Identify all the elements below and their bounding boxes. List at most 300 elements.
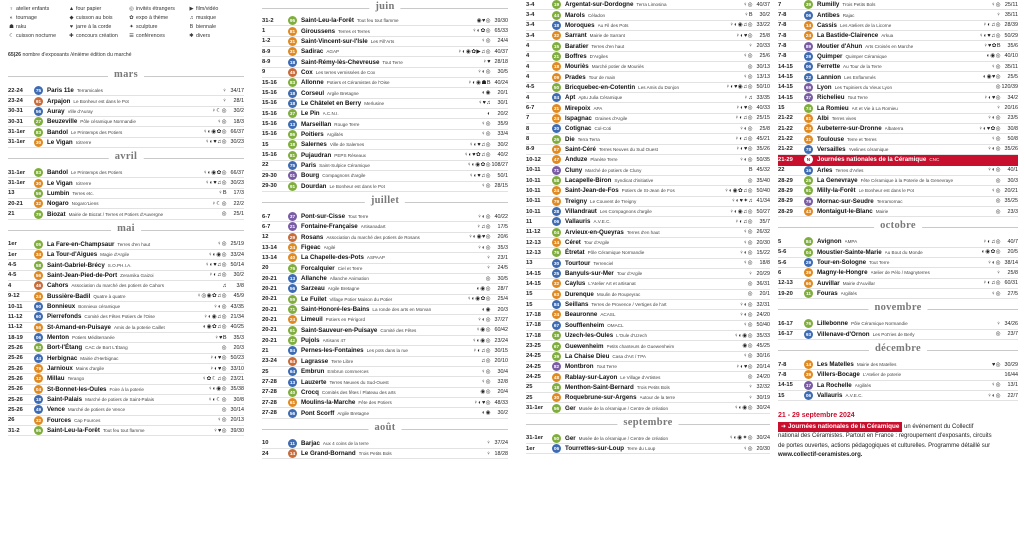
event-row[interactable] <box>262 26 508 36</box>
event-town: Treigny <box>565 197 588 205</box>
event-date: 10-11 <box>526 167 541 174</box>
event-count: 15/22 <box>756 249 770 256</box>
event-row[interactable] <box>262 222 508 232</box>
event-row[interactable] <box>778 52 1018 62</box>
event-town: Fouras <box>817 290 838 298</box>
event-date: 22 <box>262 162 269 169</box>
event-date: 31-1er <box>8 139 26 146</box>
event-row[interactable] <box>262 346 508 356</box>
event-row[interactable] <box>262 182 508 192</box>
event-row[interactable] <box>526 269 770 279</box>
event-count: 30/24 <box>756 405 770 412</box>
event-date: 21-22 <box>778 115 793 122</box>
event-row[interactable] <box>8 333 244 343</box>
event-row[interactable] <box>262 130 508 140</box>
department-badge: 19 <box>553 2 560 8</box>
event-icons: ♀ <box>748 384 753 391</box>
event-row[interactable] <box>526 145 770 155</box>
event-row[interactable] <box>526 10 770 20</box>
event-row[interactable] <box>8 364 244 374</box>
event-row[interactable] <box>526 207 770 217</box>
event-count: 23/5 <box>1007 115 1018 122</box>
event-count: 30/2 <box>233 272 244 279</box>
event-row[interactable] <box>526 41 770 51</box>
event-icons: ♀✿☾♫◎ <box>202 375 227 382</box>
footer-url[interactable]: www.collectif-ceramistes.org. <box>778 452 863 459</box>
event-row[interactable] <box>526 93 770 103</box>
event-row[interactable] <box>778 93 1018 103</box>
event-town: Corseul <box>301 89 325 97</box>
event-icons: ♀◎ <box>481 183 491 190</box>
event-row[interactable] <box>778 103 1018 113</box>
event-row[interactable] <box>262 305 508 315</box>
event-row[interactable] <box>778 207 1018 217</box>
event-row[interactable] <box>778 134 1018 144</box>
event-row[interactable] <box>8 292 244 302</box>
event-row[interactable] <box>526 166 770 176</box>
event-town: Cotignac <box>565 125 592 133</box>
event-row[interactable] <box>526 393 770 403</box>
department-badge: 14 <box>805 362 812 368</box>
event-row[interactable] <box>262 212 508 222</box>
event-date: 15-16 <box>262 110 277 117</box>
event-row[interactable] <box>778 248 1018 258</box>
event-row[interactable] <box>8 240 244 250</box>
event-row[interactable] <box>526 228 770 238</box>
event-row[interactable] <box>526 155 770 165</box>
event-organizer: Tout Terre <box>348 214 369 220</box>
event-row[interactable] <box>8 281 244 291</box>
event-row[interactable] <box>8 127 244 137</box>
event-row[interactable] <box>262 377 508 387</box>
event-row[interactable] <box>778 197 1018 207</box>
event-row[interactable] <box>8 302 244 312</box>
event-row[interactable] <box>778 166 1018 176</box>
department-badge: 75 <box>35 88 42 94</box>
event-icons: ♀◎ <box>991 1 1001 8</box>
event-row[interactable] <box>526 310 770 320</box>
event-row[interactable] <box>526 259 770 269</box>
event-row[interactable] <box>778 145 1018 155</box>
event-date: 4 <box>526 43 530 50</box>
event-row[interactable] <box>526 83 770 93</box>
event-town: Moroques <box>565 21 595 29</box>
event-row[interactable] <box>526 134 770 144</box>
event-town: Saint-Rémy-lès-Chevreuse <box>301 58 380 66</box>
event-row[interactable] <box>8 209 244 219</box>
event-icons: ♀◐♥♫◎ <box>205 180 227 187</box>
event-row[interactable] <box>8 416 244 426</box>
month-header <box>8 66 244 86</box>
event-row[interactable] <box>262 140 508 150</box>
department-badge: 37 <box>805 95 812 101</box>
event-row[interactable] <box>778 21 1018 31</box>
event-row[interactable] <box>778 268 1018 278</box>
event-row[interactable] <box>778 10 1018 20</box>
event-row[interactable] <box>526 114 770 124</box>
event-date: 27-28 <box>262 410 277 417</box>
event-row[interactable] <box>526 372 770 382</box>
event-town: Menthon-Saint-Bernard <box>565 383 634 391</box>
event-row[interactable] <box>8 374 244 384</box>
event-count: 41/34 <box>756 198 770 205</box>
event-row[interactable] <box>262 367 508 377</box>
event-count: 34/2 <box>1007 94 1018 101</box>
event-row[interactable] <box>8 426 244 436</box>
legend-icon: ◎ <box>129 6 134 12</box>
event-organizer: Tout Terre <box>847 95 868 101</box>
department-badge: 40 <box>289 389 296 395</box>
department-badge: 56 <box>35 108 42 114</box>
event-row[interactable] <box>262 47 508 57</box>
event-town: Ger <box>565 434 576 442</box>
event-town: Antibes <box>817 11 840 19</box>
event-row[interactable] <box>262 264 508 274</box>
department-badge: 56 <box>35 324 42 330</box>
event-row[interactable] <box>778 114 1018 124</box>
event-town: Pujaudran <box>301 151 332 159</box>
event-organizer: Trois Petits Bols <box>358 451 392 457</box>
event-date: 28-29 <box>778 198 793 205</box>
event-row[interactable] <box>262 57 508 67</box>
event-row[interactable] <box>526 197 770 207</box>
event-row[interactable] <box>778 62 1018 72</box>
event-count: 33/22 <box>756 22 770 29</box>
event-row[interactable] <box>526 383 770 393</box>
event-town: Albi <box>817 114 829 122</box>
event-icons: ♀◐◉♫◎ <box>203 313 227 320</box>
event-row[interactable] <box>526 103 770 113</box>
event-row[interactable] <box>262 284 508 294</box>
event-row[interactable] <box>778 330 1018 340</box>
event-town: Argentat-sur-Dordogne <box>565 1 634 9</box>
event-icons: ♀◐◉♫◎ <box>729 22 753 29</box>
event-row[interactable] <box>526 238 770 248</box>
event-row[interactable] <box>778 279 1018 289</box>
legend-label: divers <box>196 33 211 39</box>
event-count: 20/4 <box>497 389 508 396</box>
event-row[interactable] <box>8 271 244 281</box>
event-organizer: Mairie d'Herbignac <box>80 355 119 361</box>
event-row[interactable] <box>262 449 508 459</box>
event-date: 7-8 <box>778 43 787 50</box>
event-date: 31-1er <box>526 405 544 412</box>
event-row[interactable] <box>778 258 1018 268</box>
event-row[interactable] <box>262 274 508 284</box>
event-count: 20/3 <box>233 344 244 351</box>
event-town: Bonnieux <box>47 303 76 311</box>
event-row[interactable] <box>262 315 508 325</box>
event-town: Pujols <box>301 337 320 345</box>
event-town: Millau <box>47 375 65 383</box>
event-date: 14-15 <box>778 63 793 70</box>
event-row[interactable] <box>526 52 770 62</box>
event-row[interactable] <box>778 155 1018 165</box>
event-row[interactable] <box>526 444 770 454</box>
event-town: Menton <box>47 334 69 342</box>
event-row[interactable] <box>262 88 508 98</box>
event-date: 14-15 <box>526 270 541 277</box>
event-count: 20/1 <box>497 90 508 97</box>
event-row[interactable] <box>526 279 770 289</box>
department-badge: 91 <box>805 188 812 194</box>
event-row[interactable] <box>8 178 244 188</box>
event-row[interactable] <box>262 326 508 336</box>
event-row[interactable] <box>8 107 244 117</box>
event-count: 20/13 <box>230 417 244 424</box>
event-date: 7-8 <box>778 53 787 60</box>
event-row[interactable] <box>526 331 770 341</box>
event-row[interactable] <box>8 86 244 96</box>
legend-label: jarre à la corde <box>76 24 112 30</box>
event-row[interactable] <box>778 124 1018 134</box>
event-organizer: Terra Terra <box>577 136 600 142</box>
event-row[interactable] <box>526 352 770 362</box>
event-icons: ♀♫◎ <box>476 223 491 230</box>
event-organizer: Tout feu tout flamme <box>102 428 145 434</box>
department-badge: 45 <box>289 69 296 75</box>
footer-date: 21 - 29 septembre 2024 <box>778 412 855 420</box>
event-town: Lumbin <box>47 189 70 197</box>
event-town: Figeac <box>301 244 321 252</box>
event-date: 21 <box>8 211 15 218</box>
event-row[interactable] <box>8 323 244 333</box>
event-row[interactable] <box>262 119 508 129</box>
event-date: 14-15 <box>778 74 793 81</box>
event-row[interactable] <box>262 171 508 181</box>
event-row[interactable] <box>526 21 770 31</box>
event-town: Vallauris <box>817 392 843 400</box>
event-row[interactable] <box>526 434 770 444</box>
department-badge: 44 <box>35 355 42 361</box>
event-row[interactable] <box>526 300 770 310</box>
legend-item <box>8 33 56 39</box>
event-organizer: Autour de la terre <box>639 395 676 401</box>
event-row[interactable] <box>262 388 508 398</box>
event-town: Lauzerte <box>301 378 327 386</box>
department-badge: 39 <box>805 2 812 8</box>
event-row[interactable] <box>778 83 1018 93</box>
event-date: 11-12 <box>8 324 23 331</box>
event-organizer: Les Tupiniers du Vieux Lyon <box>834 84 893 90</box>
event-date: 31-1er <box>8 169 26 176</box>
event-row[interactable] <box>8 96 244 106</box>
event-row[interactable] <box>262 439 508 449</box>
event-icons: ♀◐♥◎ <box>735 363 753 370</box>
event-count: 35/38 <box>230 386 244 393</box>
event-organizer: Argilités <box>840 291 857 297</box>
event-row[interactable] <box>262 68 508 78</box>
event-organizer: OMACL <box>607 322 624 328</box>
event-row[interactable] <box>8 343 244 353</box>
event-count: 33/10 <box>230 365 244 372</box>
event-row[interactable] <box>526 72 770 82</box>
event-date: 13 <box>526 260 533 267</box>
department-badge: 04 <box>805 249 812 255</box>
event-icons: ♀◐◎ <box>987 259 1001 266</box>
event-row[interactable] <box>778 360 1018 370</box>
event-row[interactable] <box>262 78 508 88</box>
event-date: 1er <box>8 251 17 258</box>
event-town: Magny-le-Hongre <box>817 269 868 277</box>
event-row[interactable] <box>778 391 1018 401</box>
legend-icon: ▶ <box>189 6 194 12</box>
event-count: 20/1 <box>759 291 770 298</box>
event-date: 12 <box>262 234 269 241</box>
event-icons: ♀◐◉✿◎ <box>202 169 227 176</box>
event-row[interactable] <box>526 62 770 72</box>
event-row[interactable] <box>8 312 244 322</box>
department-badge: 37 <box>289 111 296 117</box>
event-row[interactable] <box>262 336 508 346</box>
event-organizer: Magie d'Argile <box>100 252 130 258</box>
event-icons: ♀◎ <box>481 368 491 375</box>
event-count: 48/33 <box>494 399 508 406</box>
event-row[interactable] <box>778 289 1018 299</box>
department-badge: 26 <box>553 136 560 142</box>
legend-label: atelier enfants <box>16 6 50 12</box>
event-count: 30/14 <box>230 406 244 413</box>
event-town: Sadirac <box>301 48 324 56</box>
department-badge: 30 <box>35 180 42 186</box>
department-badge: 06 <box>805 393 812 399</box>
department-badge: 17 <box>805 382 812 388</box>
event-row[interactable] <box>262 398 508 408</box>
event-row[interactable] <box>262 233 508 243</box>
event-date: 30-31 <box>8 118 23 125</box>
event-row[interactable] <box>8 385 244 395</box>
event-row[interactable] <box>778 176 1018 186</box>
department-badge: 31 <box>805 136 812 142</box>
event-row[interactable] <box>262 243 508 253</box>
event-count: 60/31 <box>1004 280 1018 287</box>
event-row[interactable] <box>262 295 508 305</box>
event-count: 23/7 <box>1007 331 1018 338</box>
event-date: 3-4 <box>526 32 535 39</box>
department-badge: 84 <box>805 239 812 245</box>
department-badge: 43 <box>805 209 812 215</box>
event-row[interactable] <box>262 408 508 418</box>
event-organizer: Moulin de Roupeyrac <box>596 291 641 297</box>
event-organizer: Le Bonheur est dans le Pot <box>858 188 914 194</box>
department-badge: 79 <box>35 211 42 217</box>
event-count: 35/7 <box>759 218 770 225</box>
event-row[interactable] <box>262 357 508 367</box>
event-row[interactable] <box>526 248 770 258</box>
event-row[interactable] <box>262 37 508 47</box>
event-row[interactable] <box>8 395 244 405</box>
event-row[interactable] <box>262 253 508 263</box>
event-row[interactable] <box>8 250 244 260</box>
event-row[interactable] <box>526 186 770 196</box>
event-town: Forcalquier <box>301 264 335 272</box>
department-badge: 18 <box>289 90 296 96</box>
event-date: 15-16 <box>262 152 277 159</box>
event-row[interactable] <box>8 354 244 364</box>
department-badge: 30 <box>35 139 42 145</box>
event-organizer: Les Ateliers de la Licorne <box>839 22 892 28</box>
event-row[interactable] <box>778 0 1018 10</box>
event-date: 9 <box>262 69 266 76</box>
event-count: 40/10 <box>1004 53 1018 60</box>
event-row[interactable] <box>778 41 1018 51</box>
event-icons: ◐◉✿◎ <box>981 249 1001 256</box>
event-row[interactable] <box>526 0 770 10</box>
event-date: 22 <box>778 167 785 174</box>
column-4 <box>778 0 1018 460</box>
event-row[interactable] <box>8 168 244 178</box>
event-icons: ♀ <box>486 450 491 457</box>
event-icons: ♀◐◎ <box>477 244 491 251</box>
event-row[interactable] <box>526 31 770 41</box>
event-row[interactable] <box>778 370 1018 380</box>
event-row[interactable] <box>262 16 508 26</box>
event-icons: ♀ <box>996 320 1001 327</box>
event-row[interactable] <box>262 99 508 109</box>
event-row[interactable] <box>778 237 1018 247</box>
event-date: 1er <box>8 241 17 248</box>
event-row[interactable] <box>778 186 1018 196</box>
event-row[interactable] <box>778 319 1018 329</box>
event-organizer: ASPAAP <box>366 255 385 261</box>
event-date: 10-11 <box>526 187 541 194</box>
event-row[interactable] <box>262 109 508 119</box>
event-list <box>778 0 1018 401</box>
event-row[interactable] <box>8 260 244 270</box>
event-row[interactable] <box>8 117 244 127</box>
event-date: 20-21 <box>262 285 277 292</box>
event-row[interactable] <box>8 405 244 415</box>
month-header <box>778 217 1018 237</box>
event-count: 50/29 <box>1004 32 1018 39</box>
event-row[interactable] <box>526 341 770 351</box>
event-count: 50/35 <box>756 156 770 163</box>
event-row[interactable] <box>526 362 770 372</box>
event-organizer: Compagnons d'argile <box>322 173 366 179</box>
department-badge: 47 <box>553 157 560 163</box>
event-date: 10 <box>262 440 269 447</box>
event-date: 8-9 <box>262 48 271 55</box>
event-row[interactable] <box>8 199 244 209</box>
event-organizer: Albaterra <box>884 126 904 132</box>
event-row[interactable] <box>526 124 770 134</box>
event-row[interactable] <box>262 150 508 160</box>
event-row[interactable] <box>262 161 508 171</box>
event-row[interactable] <box>8 189 244 199</box>
event-row[interactable] <box>526 176 770 186</box>
event-town: Les Matelles <box>817 361 854 369</box>
event-row[interactable] <box>8 138 244 148</box>
event-row[interactable] <box>526 321 770 331</box>
event-date: 24-25 <box>526 363 541 370</box>
event-row[interactable] <box>778 31 1018 41</box>
event-row[interactable] <box>778 381 1018 391</box>
event-row[interactable] <box>526 403 770 413</box>
event-date: 6 <box>778 269 782 276</box>
event-row[interactable] <box>526 217 770 227</box>
event-count: 35/26 <box>1004 146 1018 153</box>
event-row[interactable] <box>778 72 1018 82</box>
department-badge: 46 <box>35 283 42 289</box>
event-organizer: Marché de potiers de Cluny <box>585 167 642 173</box>
event-town: Bussière-Badil <box>47 292 91 300</box>
event-row[interactable] <box>526 290 770 300</box>
event-organizer: Marché de potiers de Saint-Palais <box>85 397 155 403</box>
department-badge: 24 <box>35 293 42 299</box>
department-badge: 89 <box>805 43 812 49</box>
event-icons: ♀◐♥◎ <box>983 94 1001 101</box>
event-town: Saint-Leu-la-Forêt <box>47 427 100 435</box>
